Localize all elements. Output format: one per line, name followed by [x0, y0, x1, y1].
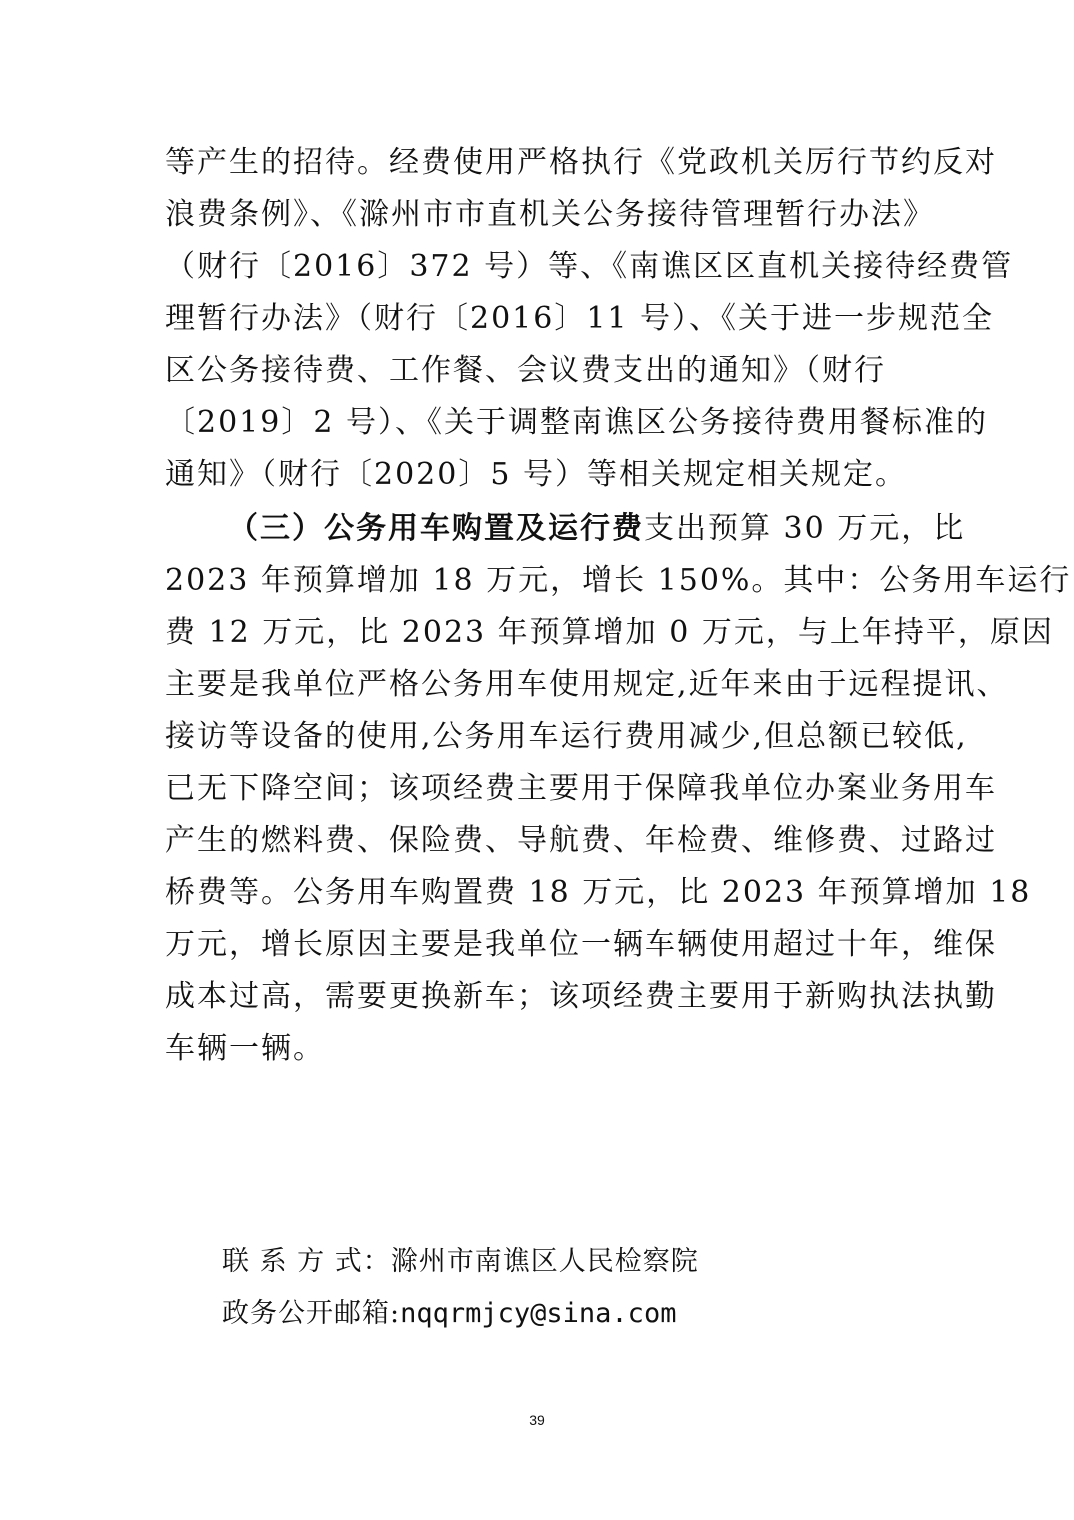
paragraph-line: 等产生的招待。经费使用严格执行《党政机关厉行节约反对 — [165, 145, 997, 180]
paragraph-line: 接访等设备的使用,公务用车运行费用减少,但总额已较低, — [165, 719, 968, 754]
paragraph-line: 车辆一辆。 — [165, 1031, 325, 1066]
contact-email-value[interactable]: nqqrmjcy@sina.com — [400, 1298, 677, 1329]
paragraph-line: 主要是我单位严格公务用车使用规定,近年来由于远程提讯、 — [165, 667, 1009, 702]
paragraph-line: 浪费条例》、《滁州市市直机关公务接待管理暂行办法》 — [165, 197, 935, 232]
paragraph-line: 产生的燃料费、保险费、导航费、年检费、维修费、过路过 — [165, 823, 997, 858]
contact-method — [222, 1242, 699, 1282]
paragraph-line: 理暂行办法》（财行〔2016〕11 号）、《关于进一步规范全 — [165, 301, 995, 336]
paragraph-line: 万元，增长原因主要是我单位一辆车辆使用超过十年，维保 — [165, 927, 997, 962]
paragraph-first-line — [228, 503, 988, 555]
contact-email-label: 政务公开邮箱: — [222, 1298, 401, 1329]
paragraph-line: 〔2019〕2 号）、《关于调整南谯区公务接待费用餐标准的 — [165, 405, 988, 440]
paragraph-line: 桥费等。公务用车购置费 18 万元，比 2023 年预算增加 18 — [165, 875, 1032, 910]
contact-email — [222, 1294, 676, 1334]
contact-method-label: 联 系 方 式： — [222, 1246, 391, 1277]
paragraph-line: 2023 年预算增加 18 万元，增长 150%。其中：公务用车运行 — [165, 563, 1072, 598]
paragraph-line: 区公务接待费、工作餐、会议费支出的通知》（财行 — [165, 353, 886, 388]
paragraph-line: 已无下降空间；该项经费主要用于保障我单位办案业务用车 — [165, 771, 997, 806]
paragraph-line: （财行〔2016〕372 号）等、《南谯区区直机关接待经费管 — [165, 249, 1014, 284]
paragraph-line: 费 12 万元，比 2023 年预算增加 0 万元，与上年持平，原因 — [165, 615, 1054, 650]
contact-method-value: 滁州市南谯区人民检察院 — [390, 1246, 699, 1277]
paragraph-text: 支出预算 30 万元，比 — [644, 511, 966, 546]
paragraph-line: 成本过高，需要更换新车；该项经费主要用于新购执法执勤 — [165, 979, 997, 1014]
page-number: 39 — [529, 1412, 545, 1428]
paragraph-line: 通知》（财行〔2020〕5 号）等相关规定相关规定。 — [165, 457, 907, 492]
section-heading: （三）公务用车购置及运行费 — [228, 511, 644, 546]
